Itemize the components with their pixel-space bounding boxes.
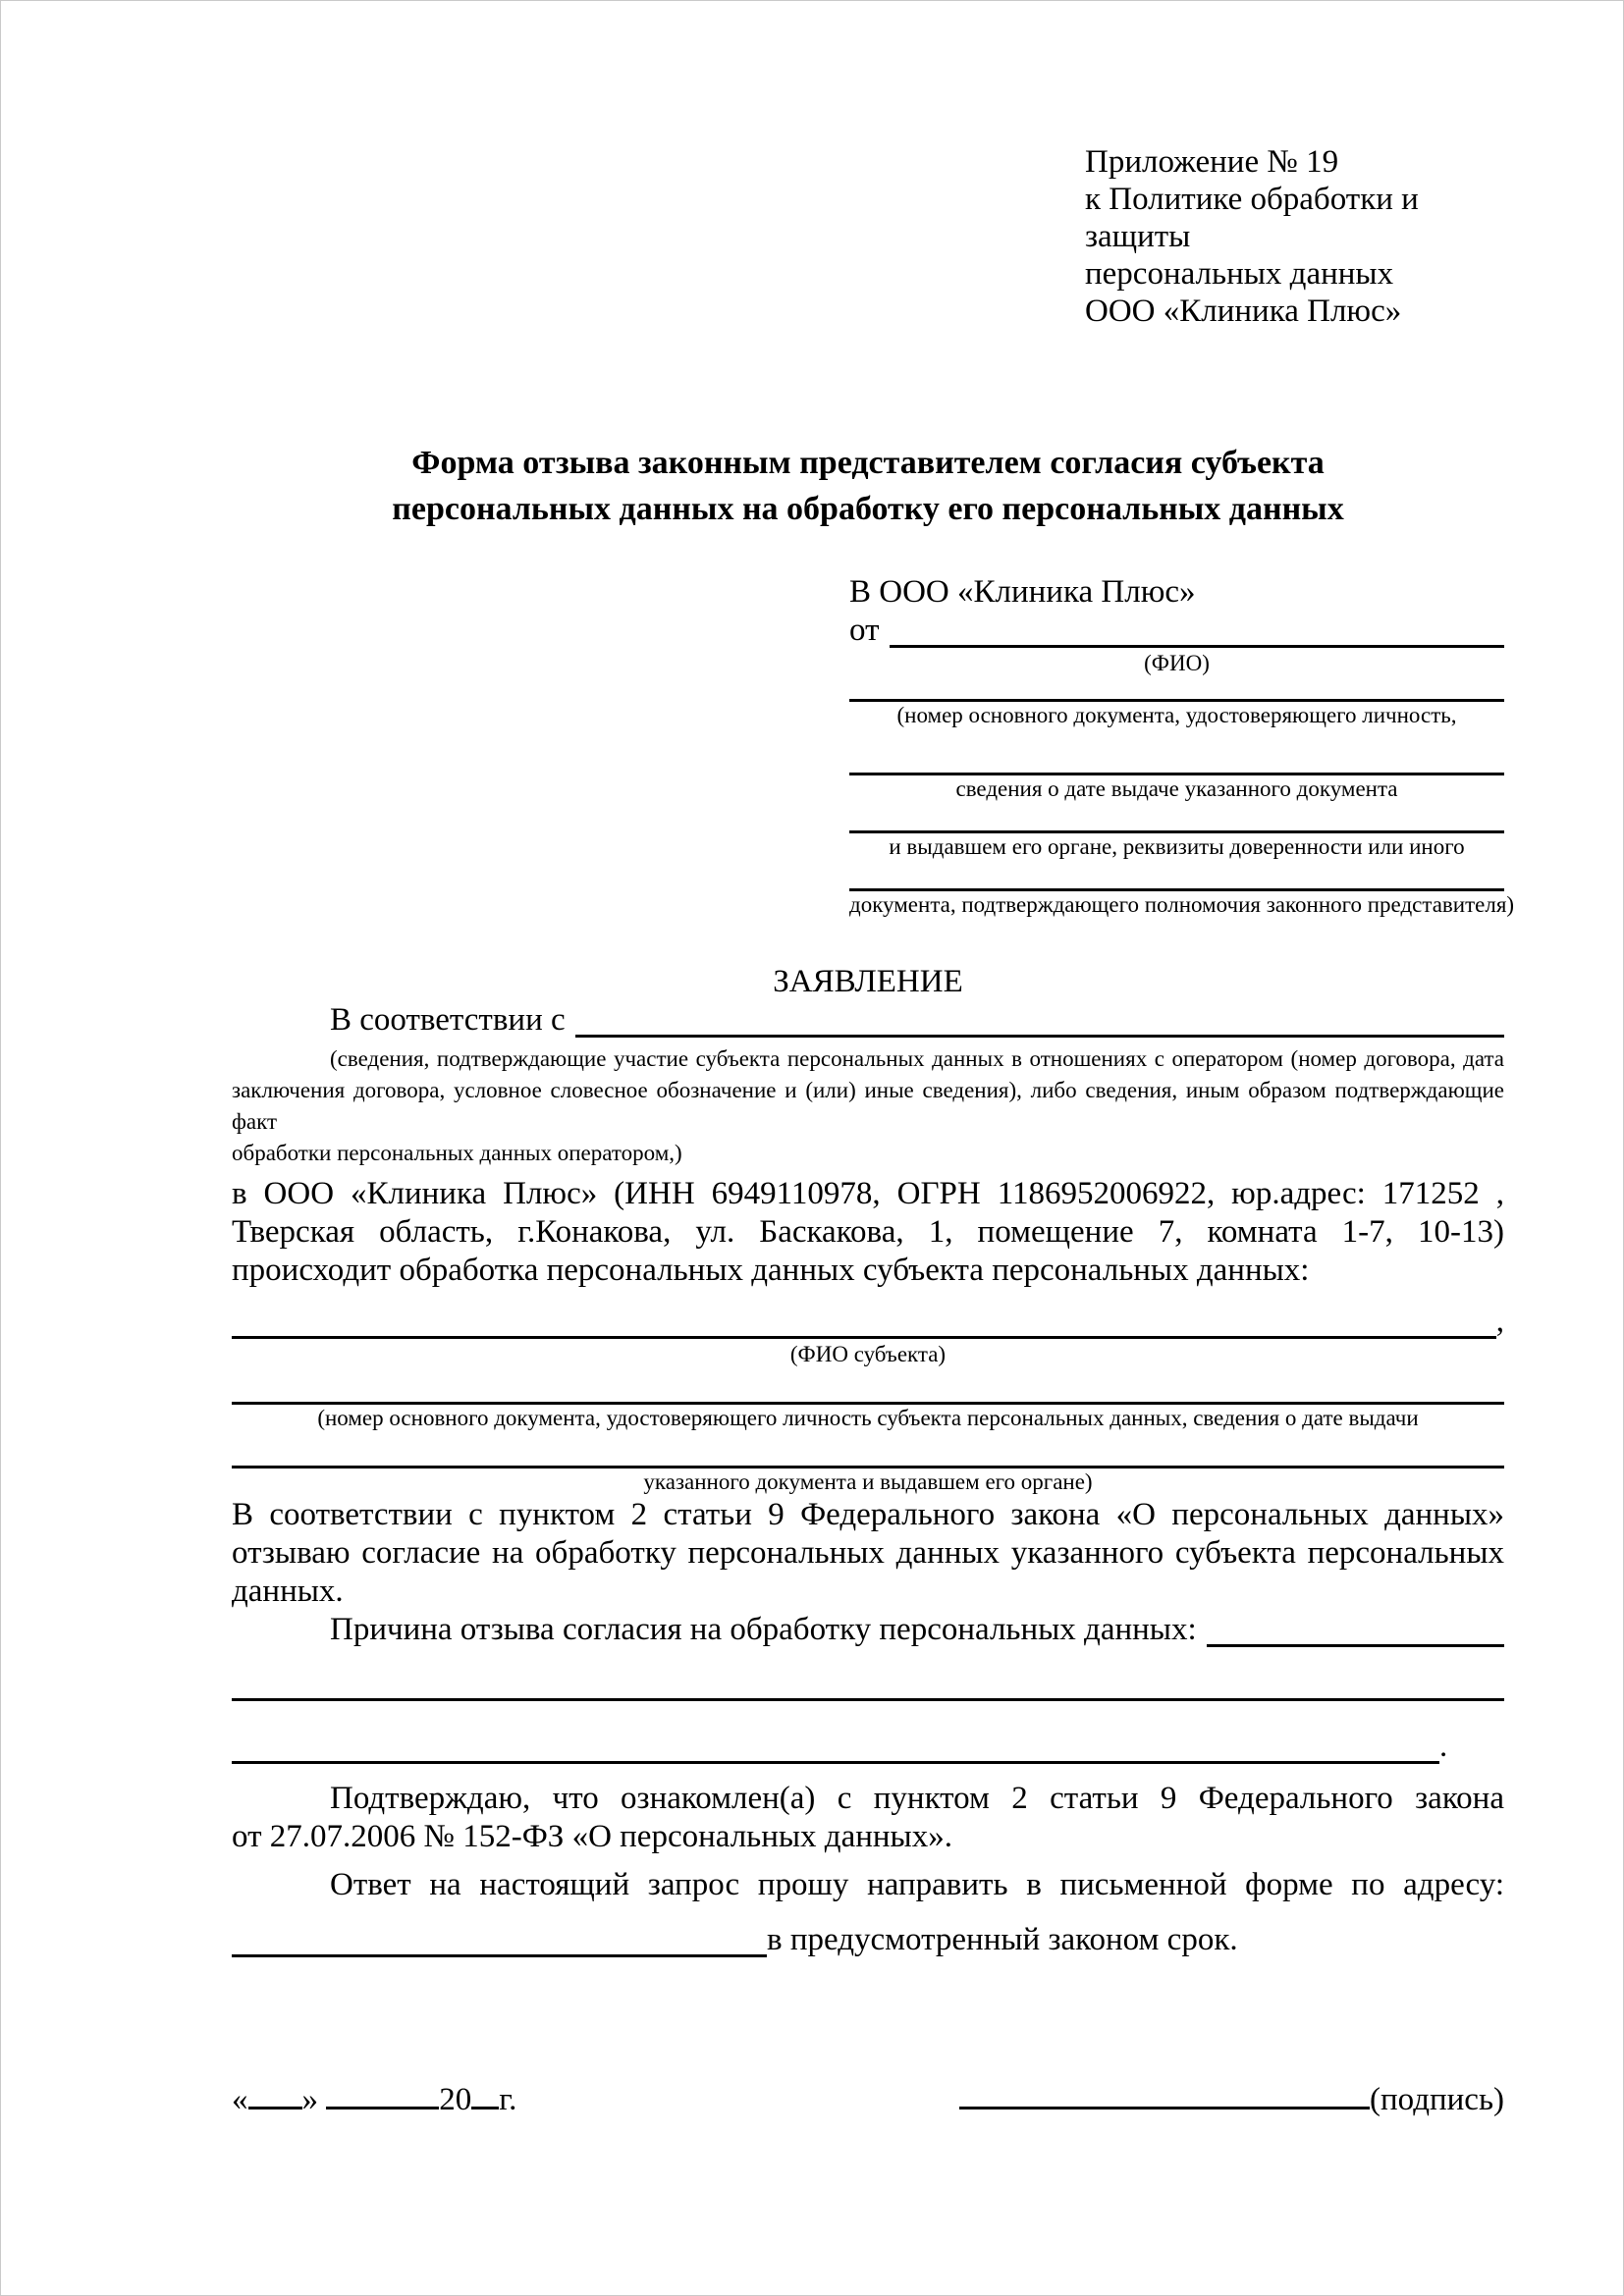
withdraw-line: В соответствии с пунктом 2 статьи 9 Федерального закона «О персональных данных» xyxy=(232,1497,1504,1532)
operator-paragraph xyxy=(232,1175,1504,1290)
date-field xyxy=(232,2079,516,2119)
note-line: обработки персональных данных оператором,) xyxy=(232,1141,682,1165)
withdraw-line: отзываю согласие на обработку персональных данных указанного субъекта персональных xyxy=(232,1535,1504,1571)
signature-field xyxy=(959,2079,1504,2119)
subject-fio-blank-line-row xyxy=(232,1304,1504,1341)
date-year-suffix: г. xyxy=(499,2082,517,2117)
caption-doc3: и выдавшем его органе, реквизиты доверенности или иного xyxy=(889,834,1465,859)
caption-doc4: документа, подтверждающего полномочия законного представителя) xyxy=(849,892,1515,917)
subject-doc-blank-line-1 xyxy=(232,1368,1504,1405)
operator-line: происходит обработка персональных данных субъекта персональных данных: xyxy=(232,1253,1310,1288)
date-quote-close: » xyxy=(301,2082,318,2117)
blank-line-doc1 xyxy=(849,677,1504,702)
reply-address-row xyxy=(232,1914,1504,1959)
appendix-line: к Политике обработки и защиты xyxy=(1085,182,1419,254)
from-blank-line xyxy=(890,645,1505,648)
title-line-1: Форма отзыва законным представителем согласия субъекта xyxy=(411,445,1325,481)
confirm-line: Подтверждаю, что ознакомлен(а) с пунктом 2 статьи 9 Федерального закона xyxy=(330,1781,1504,1816)
reason-label: Причина отзыва согласия на обработку персональных данных: xyxy=(330,1612,1197,1647)
reason-line xyxy=(232,1611,1504,1649)
signature-caption: (подпись) xyxy=(1370,2082,1504,2117)
appendix-line: Приложение № 19 xyxy=(1085,144,1339,180)
date-day-blank xyxy=(248,2079,302,2109)
withdraw-line: данных. xyxy=(232,1574,344,1609)
operator-line: в ООО «Клиника Плюс» (ИНН 6949110978, ОГРН 1186952006922, юр.адрес: 171252 , xyxy=(232,1176,1504,1211)
trailing-period: . xyxy=(1439,1729,1448,1764)
caption-subject-doc2: указанного документа и выдавшем его органе) xyxy=(643,1469,1093,1494)
blank-line-doc3 xyxy=(849,803,1504,833)
in-accordance-blank-line xyxy=(575,1035,1504,1038)
confirm-line: от 27.07.2006 № 152-ФЗ «О персональных данных». xyxy=(232,1819,952,1854)
operator-line: Тверская область, г.Конакова, ул. Баскакова, 1, помещение 7, комната 1-7, 10-13) xyxy=(232,1214,1504,1250)
subject-fio-blank-line xyxy=(232,1336,1496,1339)
reason-blank-line xyxy=(1207,1644,1504,1647)
note-line: (сведения, подтверждающие участие субъекта персональных данных в отношениях с оператором (номер договора, дата xyxy=(330,1046,1504,1071)
signature-blank-line xyxy=(959,2079,1370,2109)
trailing-comma: , xyxy=(1495,1304,1504,1339)
note-line: заключения договора, условное словесное обозначение и (или) иные сведения), либо сведения, иным образом подтверждающие факт xyxy=(232,1078,1504,1134)
date-signature-row xyxy=(232,2079,1504,2119)
reason-blank-line-3-row xyxy=(232,1731,1504,1766)
small-print-note xyxy=(232,1043,1504,1169)
caption-doc2: сведения о дате выдаче указанного документа xyxy=(955,776,1398,801)
appendix-line: персональных данных xyxy=(1085,256,1394,292)
addressee-to: В ООО «Клиника Плюс» xyxy=(849,574,1196,610)
from-label: от xyxy=(849,613,880,648)
subject-doc-blank-line-2 xyxy=(232,1432,1504,1468)
statement-heading: ЗАЯВЛЕНИЕ xyxy=(773,964,963,999)
address-blank-line xyxy=(232,1954,767,1957)
date-quote-open: « xyxy=(232,2082,248,2117)
date-year-prefix: 20 xyxy=(439,2082,472,2117)
reply-tail: в предусмотренный законом срок. xyxy=(767,1922,1238,1957)
withdraw-paragraph xyxy=(232,1496,1504,1611)
caption-doc1: (номер основного документа, удостоверяющего личность, xyxy=(896,703,1457,727)
title-line-2: персональных данных на обработку его персональных данных xyxy=(392,491,1344,527)
appendix-header-block xyxy=(1085,143,1504,330)
blank-line-doc2 xyxy=(849,729,1504,775)
confirm-paragraph xyxy=(232,1780,1504,1856)
reason-blank-line-2 xyxy=(232,1698,1504,1701)
date-month-blank xyxy=(326,2079,439,2109)
in-accordance-label: В соответствии с xyxy=(330,1002,566,1038)
caption-subject-doc1: (номер основного документа, удостоверяющего личность субъекта персональных данных, сведения о дате выдачи xyxy=(317,1406,1419,1430)
caption-fio: (ФИО) xyxy=(1144,651,1210,675)
addressee-block xyxy=(849,573,1515,919)
date-year-blank xyxy=(471,2079,499,2109)
appendix-line: ООО «Клиника Плюс» xyxy=(1085,294,1402,329)
reason-blank-line-3 xyxy=(232,1761,1439,1764)
from-line xyxy=(849,612,1504,650)
reply-line: Ответ на настоящий запрос прошу направить в письменной форме по адресу: xyxy=(330,1867,1504,1902)
caption-subject-fio: (ФИО субъекта) xyxy=(789,1342,947,1366)
in-accordance-line xyxy=(232,1001,1504,1040)
blank-line-doc4 xyxy=(849,861,1504,891)
document-title xyxy=(232,440,1504,532)
